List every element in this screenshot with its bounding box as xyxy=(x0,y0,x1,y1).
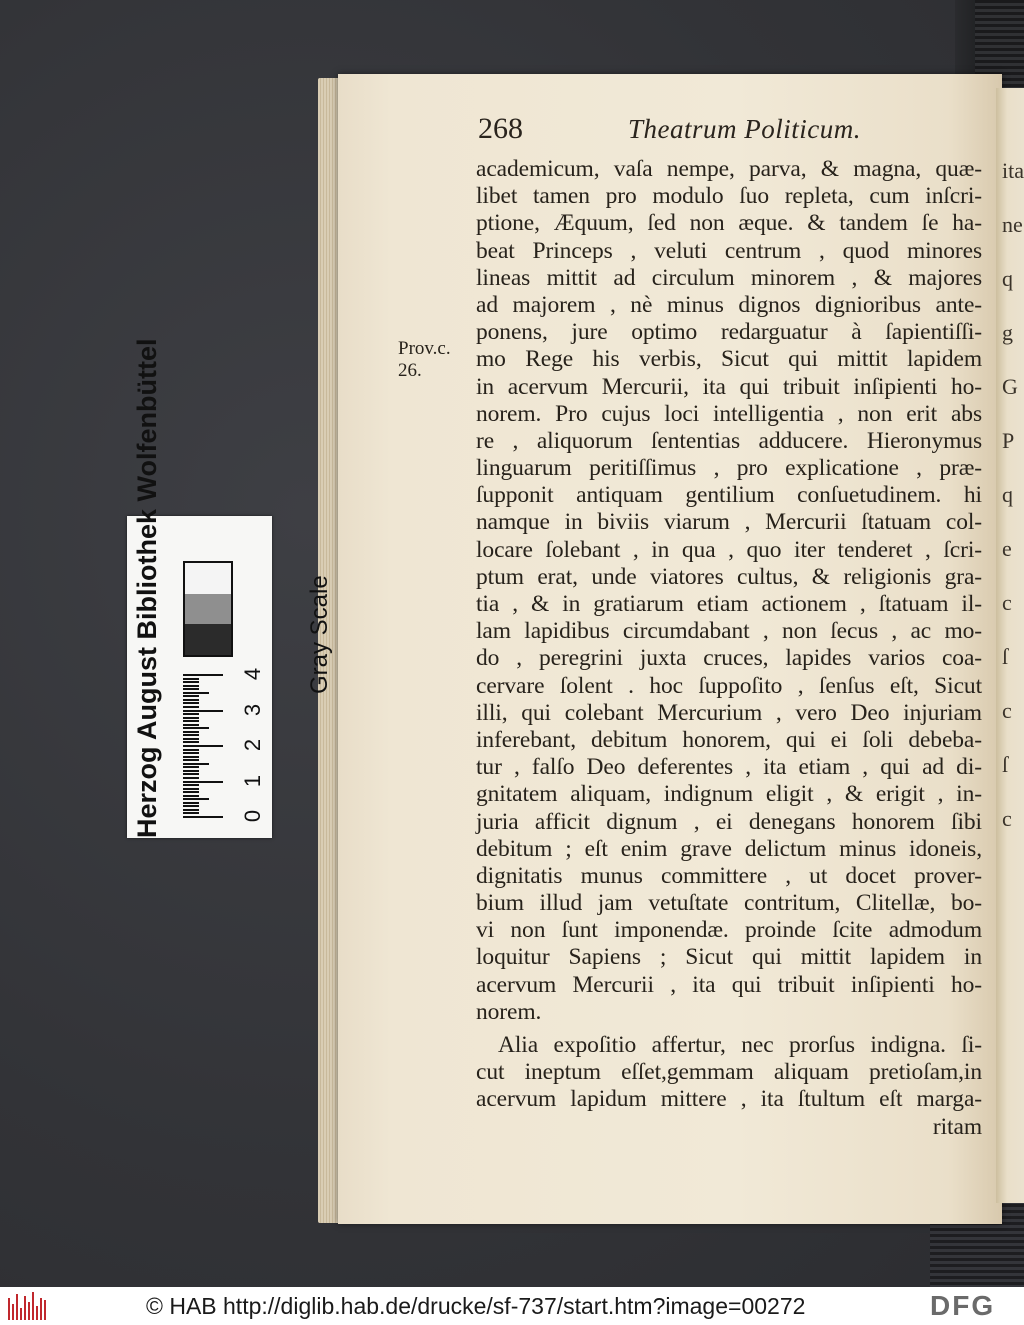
text-line: inferebant, debitum honorem, qui ei ſoli debeba- xyxy=(476,726,982,753)
text-line: mo Rege his verbis, Sicut qui mittit lapidem xyxy=(476,346,982,373)
hab-logo-bar xyxy=(8,1298,10,1320)
text-line: lam lapidibus circumdabant , non ſecus , ac mo- xyxy=(476,618,982,645)
text-line: gnitatem aliquam, indignum eligit , & erigit , in- xyxy=(476,781,982,808)
text-line: acervum Mercurii , ita qui tribuit inſipienti ho- xyxy=(476,971,982,998)
text-line: tur , falſo Deo deferentes , ita etiam , qui ad di- xyxy=(476,754,982,781)
text-line: namque in biviis viarum , Mercurii ſtatuam col- xyxy=(476,509,982,536)
margin-note xyxy=(398,338,468,382)
ruler-tick xyxy=(183,745,223,747)
ruler-tick xyxy=(183,734,199,736)
ruler-tick xyxy=(183,674,223,676)
text-line: ſupponit antiquam gentilium conſuetudinem. hi xyxy=(476,482,982,509)
text-line: debitum ; eſt enim grave delictum minus idoneis, xyxy=(476,835,982,862)
text-line: academicum, vaſa nempe, parva, & magna, quæ- xyxy=(476,156,982,182)
hab-logo-bar xyxy=(20,1308,22,1320)
ruler-tick xyxy=(183,692,209,694)
ruler-number: 4 xyxy=(240,667,265,681)
text-line: dignitatis munus committere , ut docet prover- xyxy=(476,862,982,889)
ruler-tick xyxy=(183,777,199,779)
ruler-tick xyxy=(183,695,199,697)
text-line: libet tamen pro modulo ſuo repleta, cum inſcri- xyxy=(476,183,982,210)
ruler-tick xyxy=(183,773,199,775)
text-line: acervum lapidum mittere , ita ſtultum eſt marga- xyxy=(476,1086,982,1113)
text-line: lineas mittit ad circulum minorem , & majores xyxy=(476,264,982,291)
text-line: cut ineptum eſſet,gemmam aliquam pretioſam,in xyxy=(476,1059,982,1086)
gray-swatch-dark xyxy=(185,624,231,655)
ruler-tick xyxy=(183,805,199,807)
text-line: do , peregrini juxta cruces, lapides varios coa- xyxy=(476,645,982,672)
running-head xyxy=(478,112,878,152)
margin-note-line: 26. xyxy=(398,360,422,381)
hab-logo-bar xyxy=(32,1292,34,1320)
ruler-tick xyxy=(183,731,199,733)
gray-scale-swatches xyxy=(183,561,233,657)
facing-page-fragment: c xyxy=(1002,590,1012,615)
body-text xyxy=(476,156,982,1141)
gray-swatch-light xyxy=(185,563,231,594)
text-line: cervare ſolent . hoc ſuppoſito , ſenſus eſt, Sicut xyxy=(476,672,982,699)
ruler-tick xyxy=(183,720,199,722)
gray-scale-label: Gray Scale xyxy=(306,575,333,694)
text-line: beat Princeps , veluti centrum , quod minores xyxy=(476,237,982,264)
text-line: norem. xyxy=(476,998,542,1025)
text-line: juria afficit dignum , ei denegans honorem ſibi xyxy=(476,808,982,835)
margin-note-line: Prov.c. xyxy=(398,338,451,359)
ruler-tick xyxy=(183,702,199,704)
ruler-tick xyxy=(183,781,223,783)
facing-page-fragment: e xyxy=(1002,536,1012,561)
ruler-tick xyxy=(183,759,199,761)
text-line: ponens, jure optimo redarguatur à ſapientiſſi- xyxy=(476,319,982,346)
ruler-tick xyxy=(183,812,199,814)
facing-page-fragment: ne xyxy=(1002,212,1023,237)
ruler-tick xyxy=(183,788,199,790)
facing-page-fragment: G xyxy=(1002,374,1018,399)
ruler-tick xyxy=(183,791,199,793)
facing-page-fragment: q xyxy=(1002,482,1013,507)
ruler-tick xyxy=(183,798,209,800)
facing-page-fragment: g xyxy=(1002,320,1013,345)
institution-label: Herzog August Bibliothek Wolfenbüttel xyxy=(132,338,162,838)
ruler-tick xyxy=(183,738,199,740)
text-line: vi non ſunt imponendæ. proinde ſcite admodum xyxy=(476,917,982,944)
hab-logo-bar xyxy=(24,1296,26,1320)
ruler-tick xyxy=(183,710,223,712)
text-line: re , aliquorum ſententias adducere. Hieronymus xyxy=(476,427,982,454)
facing-page xyxy=(996,88,1024,1203)
hab-logo-bar xyxy=(12,1304,14,1320)
ruler-number: 3 xyxy=(240,703,265,716)
cm-ruler xyxy=(175,666,267,831)
ruler-tick xyxy=(183,752,199,754)
ruler-tick xyxy=(183,763,209,765)
ruler-tick xyxy=(183,802,199,804)
facing-page-fragment: c xyxy=(1002,698,1012,723)
ruler-tick xyxy=(183,756,199,758)
ruler-tick xyxy=(183,713,199,715)
facing-page-fragment: P xyxy=(1002,428,1015,453)
text-line: Alia expoſitio affertur, nec prorſus indigna. ſi- xyxy=(498,1032,982,1058)
text-line: illi, qui colebant Mercurium , vero Deo injuriam xyxy=(476,699,982,726)
ruler-tick xyxy=(183,688,199,690)
ruler-tick xyxy=(183,770,199,772)
footer-bar xyxy=(0,1287,1024,1325)
facing-page-fragment: ita xyxy=(1002,158,1024,183)
facing-page-fragment: ſ xyxy=(1002,644,1009,669)
ruler-tick xyxy=(183,699,199,701)
scale-card xyxy=(127,338,333,838)
ruler-tick xyxy=(183,816,223,818)
text-line: ritam xyxy=(932,1113,982,1140)
page-number: 268 xyxy=(478,112,523,145)
text-line: ptione, Æquum, ſed non æque. & tandem ſe ha- xyxy=(476,210,982,237)
facing-page-fragment: c xyxy=(1002,806,1012,831)
text-line: bium illud jam vetuſtate contritum, Clitellæ, bo- xyxy=(476,890,982,917)
text-line: in acervum Mercurii, ita qui tribuit inſipienti ho- xyxy=(476,373,982,400)
text-line: norem. Pro cujus loci intelligentia , non erit abs xyxy=(476,400,982,427)
ruler-tick xyxy=(183,784,199,786)
ruler-tick xyxy=(183,727,209,729)
hab-logo-bar xyxy=(40,1298,42,1320)
ruler-tick xyxy=(183,717,199,719)
facing-page-fragment: q xyxy=(1002,266,1013,291)
ruler-tick xyxy=(183,741,199,743)
running-title: Theatrum Politicum. xyxy=(628,114,861,144)
text-line: linguarum peritiſſimus , pro explicatione , præ- xyxy=(476,455,982,482)
ruler-tick xyxy=(183,706,199,708)
ruler-tick xyxy=(183,681,199,683)
ruler-tick xyxy=(183,724,199,726)
footer-credit-link[interactable]: © HAB http://diglib.hab.de/drucke/sf-737/start.htm?image=00272 xyxy=(146,1293,806,1319)
text-line: tia , & in gratiarum etiam actionem , ſtatuam il- xyxy=(476,591,982,617)
text-line: ad majorem , nè minus dignos dignioribus ante- xyxy=(476,291,982,318)
ruler-tick xyxy=(183,766,199,768)
text-line: loquitur Sapiens ; Sicut qui mittit lapidem in xyxy=(476,944,982,971)
text-line: ptum erat, unde viatores cultus, & religionis gra- xyxy=(476,563,982,590)
hab-logo-bar xyxy=(16,1294,18,1320)
facing-page-fragment: ſ xyxy=(1002,752,1009,777)
hab-logo-bar xyxy=(36,1306,38,1320)
text-line: locare ſolebant , in qua , quo iter tenderet , ſcri- xyxy=(476,536,982,563)
hab-logo-bar xyxy=(28,1302,30,1320)
ruler-tick xyxy=(183,795,199,797)
hab-logo-bar xyxy=(44,1300,46,1320)
ruler-number: 0 xyxy=(240,809,265,823)
ruler-tick xyxy=(183,809,199,811)
hab-logo-icon xyxy=(6,1292,50,1320)
gray-swatch-mid xyxy=(185,594,231,625)
ruler-tick xyxy=(183,678,199,680)
ruler-number: 1 xyxy=(240,774,265,787)
ruler-number: 2 xyxy=(240,738,265,752)
dfg-logo: DFG xyxy=(930,1290,996,1321)
ruler-tick xyxy=(183,749,199,751)
ruler-tick xyxy=(183,685,199,687)
